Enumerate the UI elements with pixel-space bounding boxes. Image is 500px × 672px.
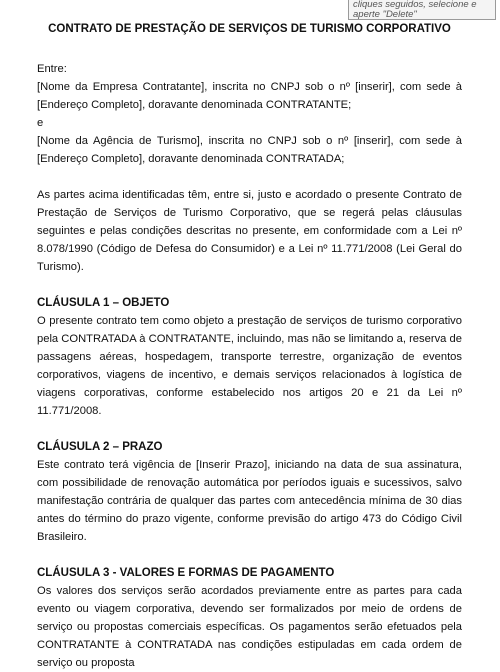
clause-heading: CLÁUSULA 3 - VALORES E FORMAS DE PAGAMENTO <box>37 567 335 579</box>
contract-document <box>37 22 462 672</box>
clause-text: Este contrato terá vigência de [Inserir Prazo], iniciando na data de sua assinatura, com possibilidade de renovação automática por períodos iguais e sucessivos, salvo manifestação contrária de qualquer das partes com antecedência mínima de 30 dias antes do término do prazo vigente, conforme previsão do artigo 473 do Código Civil Brasileiro. <box>37 459 462 543</box>
tooltip-line: aperte "Delete" <box>353 9 417 20</box>
parties-connector: e <box>37 117 44 129</box>
preamble-paragraph: As partes acima identificadas têm, entre si, justo e acordado o presente Contrato de Prestação de Serviços de Turismo Corporativo, que se regerá pelas cláusulas seguintes e pelas condições descritas no presente, em conformidade com a Lei nº 8.078/1990 (Código de Defesa do Consumidor) e a Lei nº 11.771/2008 (Lei Geral do Turismo). <box>37 189 462 273</box>
instruction-tooltip <box>348 0 496 20</box>
clause-text: O presente contrato tem como objeto a prestação de serviços de turismo corporativo pela CONTRATADA à CONTRATANTE, incluindo, mas não se limitando a, reserva de passagens aéreas, hospedagem, transporte terrestre, organização de eventos corporativos, viagens de incentivo, e demais serviços relacionados à logística de viagens corporativas, conforme estabelecido nos artigos 20 e 21 da Lei nº 11.771/2008. <box>37 315 462 417</box>
clause-heading: CLÁUSULA 1 – OBJETO <box>37 297 170 309</box>
parties-intro: Entre: <box>37 63 67 75</box>
contratada-paragraph: [Nome da Agência de Turismo], inscrita no CNPJ sob o nº [inserir], com sede à [Endereço Completo], doravante denominada CONTRATADA; <box>37 135 462 165</box>
contratante-paragraph: [Nome da Empresa Contratante], inscrita no CNPJ sob o nº [inserir], com sede à [Endereço Completo], doravante denominada CONTRATANTE; <box>37 81 462 111</box>
document-title: CONTRATO DE PRESTAÇÃO DE SERVIÇOS DE TURISMO CORPORATIVO <box>48 23 451 35</box>
clause-heading: CLÁUSULA 2 – PRAZO <box>37 441 163 453</box>
clause-text: Os valores dos serviços serão acordados previamente entre as partes para cada evento ou viagem corporativa, devendo ser formalizados por meio de ordens de serviço ou propostas comerciais específicas. Os pagamentos serão efetuados pela CONTRATANTE à CONTRATADA nas condições estipuladas em cada ordem de serviço ou proposta <box>37 585 462 669</box>
tooltip-line: cliques seguidos, selecione e <box>353 0 477 10</box>
